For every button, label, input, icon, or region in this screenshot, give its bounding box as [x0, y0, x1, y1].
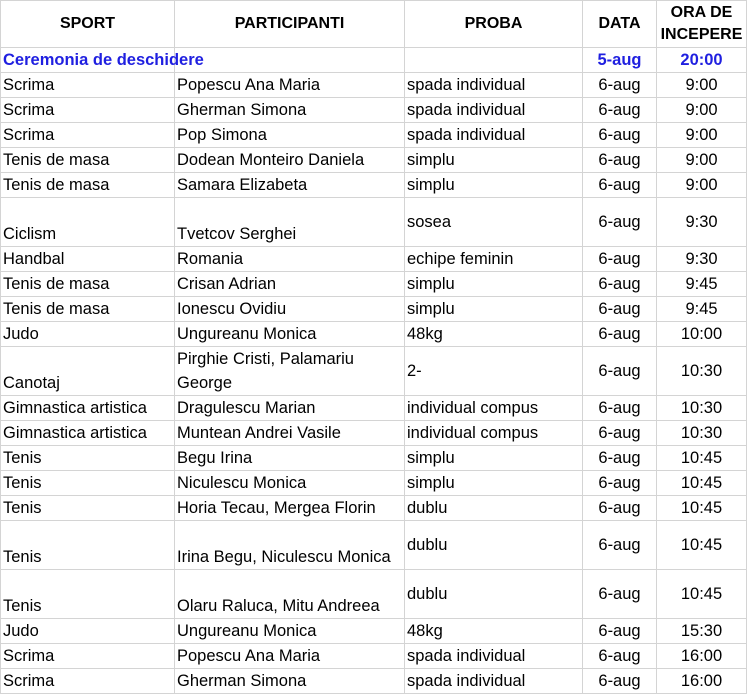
table-row — [1, 521, 747, 570]
cell-sport[interactable]: Tenis de masa — [1, 272, 175, 297]
cell-ora[interactable]: 10:30 — [657, 347, 747, 396]
table-row — [1, 669, 747, 694]
cell-proba[interactable]: simplu — [405, 446, 583, 471]
cell-sport[interactable]: Judo — [1, 619, 175, 644]
table-row — [1, 173, 747, 198]
cell-sport[interactable]: Tenis — [1, 471, 175, 496]
cell-proba[interactable]: simplu — [405, 297, 583, 322]
cell-sport[interactable]: Gimnastica artistica — [1, 396, 175, 421]
cell-participanti[interactable]: Olaru Raluca, Mitu Andreea — [175, 570, 405, 619]
cell-ora[interactable]: 10:00 — [657, 322, 747, 347]
header-participanti[interactable]: PARTICIPANTI — [175, 1, 405, 48]
header-row — [1, 1, 747, 48]
cell-participanti[interactable]: Pirghie Cristi, Palamariu George — [175, 347, 405, 396]
cell-sport[interactable]: Tenis — [1, 446, 175, 471]
cell-participanti[interactable]: Crisan Adrian — [175, 272, 405, 297]
table-row — [1, 297, 747, 322]
cell-sport[interactable]: Tenis de masa — [1, 148, 175, 173]
cell-proba[interactable]: echipe feminin — [405, 247, 583, 272]
cell-participanti[interactable]: Dragulescu Marian — [175, 396, 405, 421]
cell-sport[interactable]: Tenis — [1, 521, 175, 570]
cell-ora[interactable]: 16:00 — [657, 644, 747, 669]
table-row — [1, 247, 747, 272]
cell-data[interactable]: 6-aug — [583, 198, 657, 247]
cell-ora[interactable]: 9:00 — [657, 148, 747, 173]
cell-data[interactable]: 6-aug — [583, 471, 657, 496]
cell-data[interactable]: 6-aug — [583, 322, 657, 347]
table-row — [1, 73, 747, 98]
cell-sport[interactable]: Tenis — [1, 570, 175, 619]
cell-ora[interactable]: 20:00 — [657, 48, 747, 73]
table-row — [1, 123, 747, 148]
cell-sport[interactable]: Tenis de masa — [1, 173, 175, 198]
cell-sport[interactable]: Gimnastica artistica — [1, 421, 175, 446]
cell-participanti[interactable]: Romania — [175, 247, 405, 272]
cell-participanti[interactable]: Irina Begu, Niculescu Monica — [175, 521, 405, 570]
cell-participanti[interactable]: Tvetcov Serghei — [175, 198, 405, 247]
cell-data[interactable]: 6-aug — [583, 247, 657, 272]
cell-proba[interactable]: 2- — [405, 347, 583, 396]
cell-ora[interactable]: 9:45 — [657, 272, 747, 297]
cell-ora[interactable]: 9:45 — [657, 297, 747, 322]
cell-proba[interactable]: dublu — [405, 521, 583, 570]
cell-proba[interactable]: spada individual — [405, 123, 583, 148]
table-row — [1, 347, 747, 396]
table-row — [1, 48, 747, 73]
table-row — [1, 446, 747, 471]
table-row — [1, 148, 747, 173]
cell-ora[interactable]: 16:00 — [657, 669, 747, 694]
cell-proba[interactable]: 48kg — [405, 322, 583, 347]
header-ora[interactable]: ORA DE INCEPERE — [657, 1, 747, 48]
cell-ora[interactable]: 9:00 — [657, 98, 747, 123]
cell-data[interactable]: 6-aug — [583, 446, 657, 471]
cell-participanti[interactable]: Popescu Ana Maria — [175, 644, 405, 669]
cell-data[interactable]: 6-aug — [583, 521, 657, 570]
cell-sport[interactable]: Ceremonia de deschidere — [1, 48, 175, 73]
cell-participanti[interactable]: Ungureanu Monica — [175, 619, 405, 644]
cell-data[interactable]: 6-aug — [583, 123, 657, 148]
cell-participanti[interactable]: Niculescu Monica — [175, 471, 405, 496]
cell-proba[interactable]: individual compus — [405, 421, 583, 446]
cell-ora[interactable]: 10:45 — [657, 496, 747, 521]
cell-sport[interactable]: Scrima — [1, 669, 175, 694]
cell-participanti[interactable]: Begu Irina — [175, 446, 405, 471]
cell-proba[interactable]: dublu — [405, 570, 583, 619]
cell-participanti[interactable]: Ionescu Ovidiu — [175, 297, 405, 322]
table-row — [1, 471, 747, 496]
cell-proba[interactable]: dublu — [405, 496, 583, 521]
cell-data[interactable]: 6-aug — [583, 173, 657, 198]
cell-data[interactable]: 6-aug — [583, 297, 657, 322]
cell-proba[interactable]: simplu — [405, 148, 583, 173]
cell-data[interactable]: 5-aug — [583, 48, 657, 73]
table-row — [1, 619, 747, 644]
cell-data[interactable]: 6-aug — [583, 421, 657, 446]
cell-sport[interactable]: Tenis de masa — [1, 297, 175, 322]
header-sport[interactable]: SPORT — [1, 1, 175, 48]
cell-data[interactable]: 6-aug — [583, 73, 657, 98]
cell-sport[interactable]: Canotaj — [1, 347, 175, 396]
cell-ora[interactable]: 10:30 — [657, 421, 747, 446]
cell-sport[interactable]: Judo — [1, 322, 175, 347]
cell-ora[interactable]: 15:30 — [657, 619, 747, 644]
cell-proba[interactable]: spada individual — [405, 669, 583, 694]
cell-ora[interactable]: 10:45 — [657, 521, 747, 570]
cell-proba[interactable]: 48kg — [405, 619, 583, 644]
cell-participanti[interactable]: Pop Simona — [175, 123, 405, 148]
cell-participanti[interactable]: Gherman Simona — [175, 669, 405, 694]
cell-participanti[interactable]: Samara Elizabeta — [175, 173, 405, 198]
cell-ora[interactable]: 10:30 — [657, 396, 747, 421]
cell-proba[interactable]: spada individual — [405, 98, 583, 123]
cell-participanti[interactable]: Popescu Ana Maria — [175, 73, 405, 98]
cell-participanti[interactable]: Horia Tecau, Mergea Florin — [175, 496, 405, 521]
table-row — [1, 496, 747, 521]
cell-data[interactable]: 6-aug — [583, 496, 657, 521]
cell-proba[interactable]: simplu — [405, 471, 583, 496]
header-proba[interactable]: PROBA — [405, 1, 583, 48]
cell-sport[interactable]: Scrima — [1, 73, 175, 98]
table-row — [1, 322, 747, 347]
table-row — [1, 198, 747, 247]
cell-ora[interactable]: 9:00 — [657, 173, 747, 198]
cell-ora[interactable]: 10:45 — [657, 570, 747, 619]
cell-proba[interactable]: spada individual — [405, 73, 583, 98]
cell-participanti[interactable]: Muntean Andrei Vasile — [175, 421, 405, 446]
cell-ora[interactable]: 10:45 — [657, 446, 747, 471]
table-row — [1, 644, 747, 669]
cell-sport[interactable]: Scrima — [1, 98, 175, 123]
cell-proba[interactable]: sosea — [405, 198, 583, 247]
table-row — [1, 272, 747, 297]
cell-proba[interactable]: simplu — [405, 173, 583, 198]
cell-data[interactable]: 6-aug — [583, 644, 657, 669]
cell-proba[interactable]: spada individual — [405, 644, 583, 669]
table-row — [1, 421, 747, 446]
cell-sport[interactable]: Handbal — [1, 247, 175, 272]
cell-data[interactable]: 6-aug — [583, 272, 657, 297]
cell-data[interactable]: 6-aug — [583, 347, 657, 396]
table-row — [1, 98, 747, 123]
cell-ora[interactable]: 9:30 — [657, 247, 747, 272]
cell-sport[interactable]: Ciclism — [1, 198, 175, 247]
cell-data[interactable]: 6-aug — [583, 98, 657, 123]
cell-participanti[interactable]: Ungureanu Monica — [175, 322, 405, 347]
cell-proba[interactable]: simplu — [405, 272, 583, 297]
cell-ora[interactable]: 10:45 — [657, 471, 747, 496]
cell-data[interactable]: 6-aug — [583, 396, 657, 421]
cell-proba[interactable]: individual compus — [405, 396, 583, 421]
cell-participanti[interactable]: Gherman Simona — [175, 98, 405, 123]
cell-proba[interactable] — [405, 48, 583, 73]
cell-sport[interactable]: Scrima — [1, 644, 175, 669]
cell-data[interactable]: 6-aug — [583, 148, 657, 173]
cell-ora[interactable]: 9:30 — [657, 198, 747, 247]
cell-ora[interactable]: 9:00 — [657, 73, 747, 98]
cell-data[interactable]: 6-aug — [583, 619, 657, 644]
cell-ora[interactable]: 9:00 — [657, 123, 747, 148]
cell-sport[interactable]: Scrima — [1, 123, 175, 148]
table-row — [1, 396, 747, 421]
cell-participanti[interactable]: Dodean Monteiro Daniela — [175, 148, 405, 173]
header-data[interactable]: DATA — [583, 1, 657, 48]
cell-sport[interactable]: Tenis — [1, 496, 175, 521]
cell-data[interactable]: 6-aug — [583, 669, 657, 694]
cell-participanti[interactable] — [175, 48, 405, 73]
table-row — [1, 570, 747, 619]
cell-data[interactable]: 6-aug — [583, 570, 657, 619]
